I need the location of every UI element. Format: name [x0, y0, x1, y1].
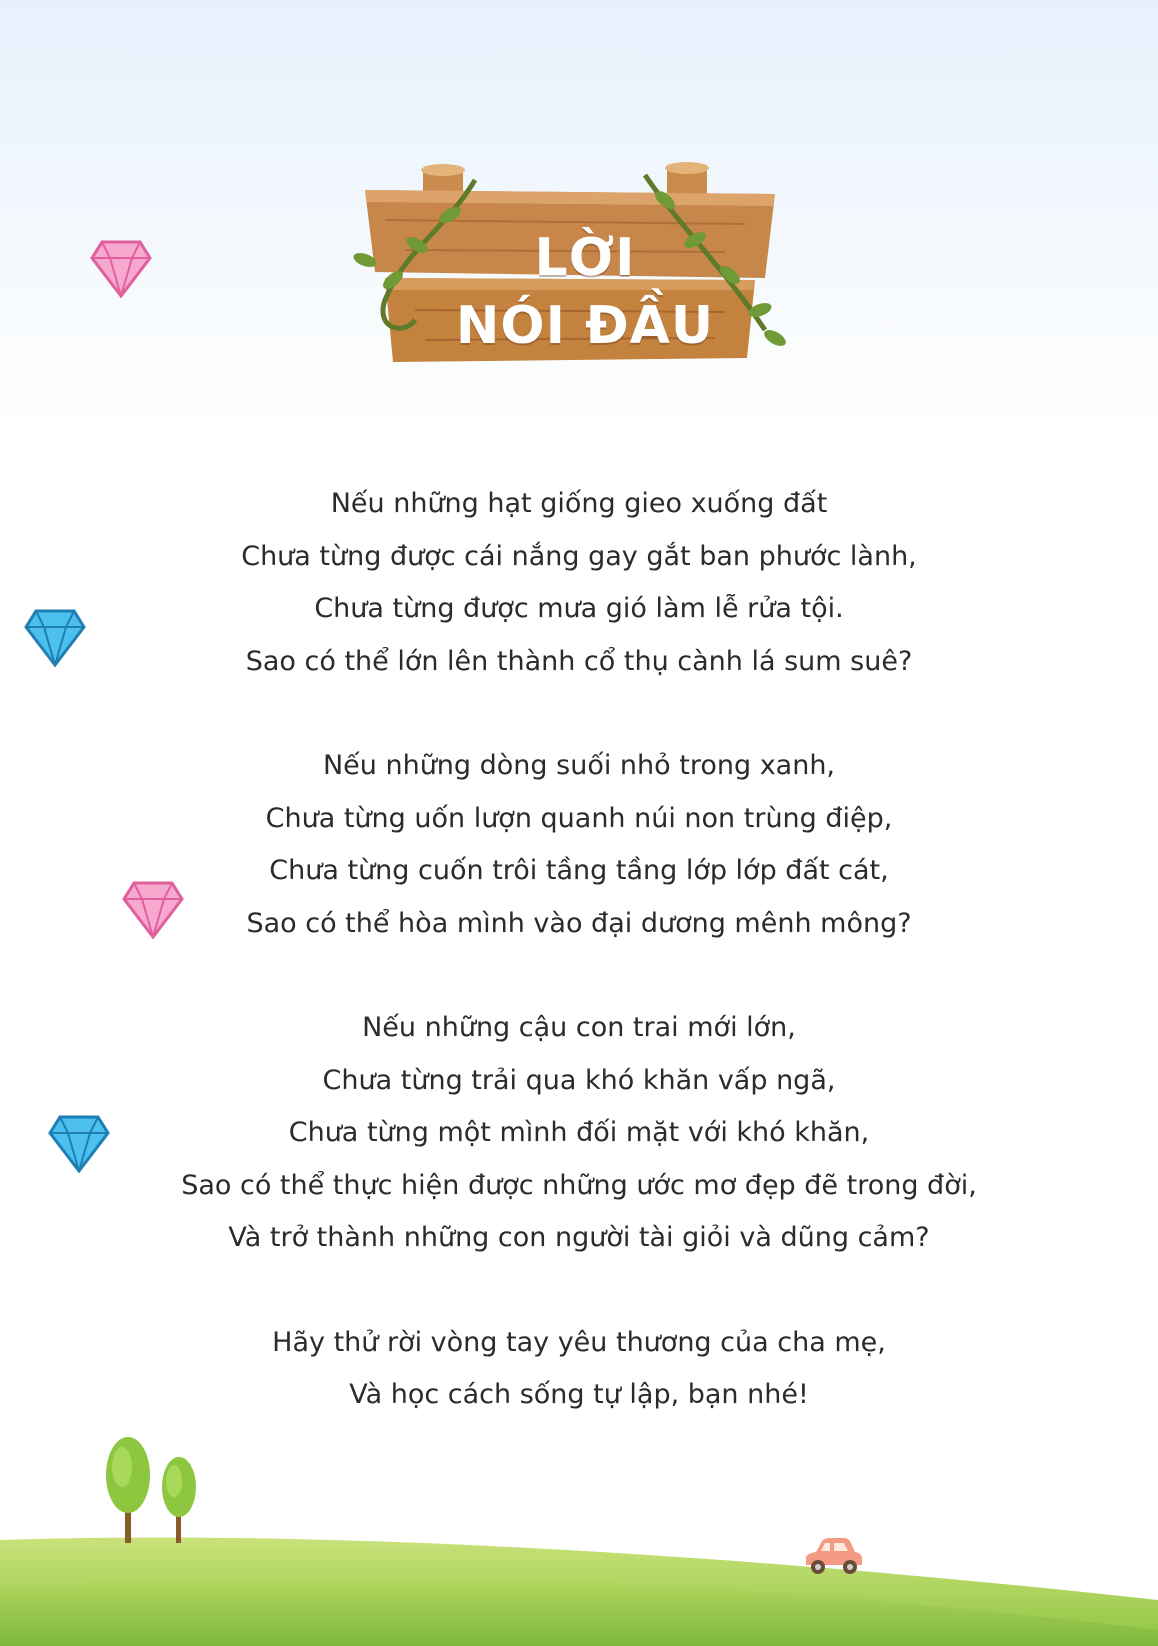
poem-line: Hãy thử rời vòng tay yêu thương của cha mẹ, [272, 1326, 886, 1358]
poem-line: Chưa từng được cái nắng gay gắt ban phước lành, [241, 540, 917, 572]
poem-line: Sao có thể thực hiện được những ước mơ đẹp đẽ trong đời, [181, 1169, 977, 1201]
stanza [0, 1002, 1158, 1265]
poem-line: Nếu những cậu con trai mới lớn, [362, 1012, 796, 1043]
title-line-2: NÓI ĐẦU [455, 296, 715, 356]
poem-line: Nếu những dòng suối nhỏ trong xanh, [322, 750, 836, 781]
tree-icon [160, 1455, 198, 1549]
poem-line: Chưa từng cuốn trôi tầng tầng lớp lớp đất cát, [269, 855, 889, 886]
poem-line: Và học cách sống tự lập, bạn nhé! [349, 1379, 809, 1410]
stanza [0, 740, 1158, 950]
poem-line: Nếu những hạt giống gieo xuống đất [330, 488, 828, 519]
title-sign [345, 160, 825, 390]
title-line-1: LỜI [534, 228, 636, 288]
poem-line: Chưa từng trải qua khó khăn vấp ngã, [322, 1064, 836, 1096]
tree-icon [104, 1435, 152, 1549]
poem-line: Chưa từng uốn lượn quanh núi non trùng điệp, [265, 802, 893, 834]
car-icon [800, 1535, 866, 1577]
poem-line: Sao có thể lớn lên thành cổ thụ cành lá sum suê? [245, 645, 913, 677]
pink-gem-icon [90, 238, 152, 298]
poem [0, 478, 1158, 1474]
poem-line: Và trở thành những con người tài giỏi và dũng cảm? [228, 1222, 930, 1253]
poem-line: Chưa từng được mưa gió làm lễ rửa tội. [314, 593, 844, 624]
stanza [0, 478, 1158, 688]
poem-line: Chưa từng một mình đối mặt với khó khăn, [288, 1117, 870, 1148]
poem-line: Sao có thể hòa mình vào đại dương mênh mông? [246, 907, 912, 939]
